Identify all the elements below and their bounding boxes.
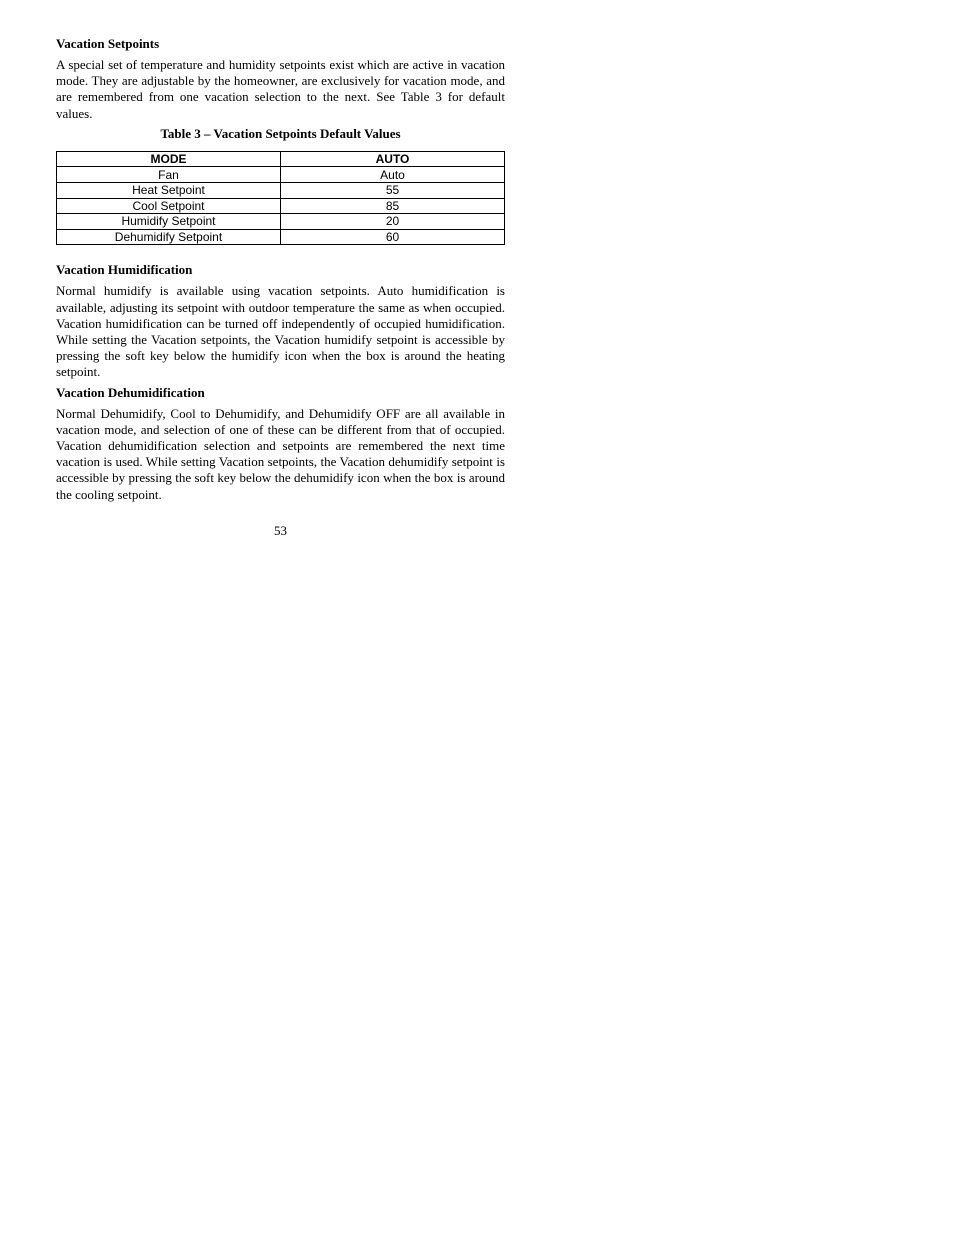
heading-vacation-dehumidification: Vacation Dehumidification <box>56 384 205 400</box>
table-row <box>57 229 505 245</box>
table-row <box>57 214 505 230</box>
section-vacation-humidification <box>56 262 505 380</box>
document-column <box>56 36 505 503</box>
row-value: 85 <box>281 198 505 214</box>
page-number: 53 <box>274 523 287 538</box>
table-caption: Table 3 – Vacation Setpoints Default Values <box>160 125 401 141</box>
row-label: Cool Setpoint <box>57 198 281 214</box>
row-value: 20 <box>281 214 505 230</box>
row-label: Heat Setpoint <box>57 183 281 199</box>
heading-vacation-setpoints: Vacation Setpoints <box>56 36 160 51</box>
section-vacation-setpoints <box>56 36 505 122</box>
table-row <box>57 167 505 183</box>
section-vacation-dehumidification <box>56 385 505 503</box>
paragraph-vacation-humidification: Normal humidify is available using vacation setpoints. Auto humidification is available, adjusting its setpoint with outdoor temperature the same as when occupied. Vacation humidification can be turned off independently of occupied humidification. While setting the Vacation setpoints, the Vacation humidify setpoint is accessible by pressing the soft key below the humidify icon when the box is around the heating setpoint. <box>56 283 505 380</box>
row-label: Humidify Setpoint <box>57 214 281 230</box>
row-value: 60 <box>281 229 505 245</box>
table-row <box>57 198 505 214</box>
paragraph-vacation-dehumidification: Normal Dehumidify, Cool to Dehumidify, and Dehumidify OFF are all available in vacation mode, and selection of one of these can be different from that of occupied. Vacation dehumidification selection and setpoints are remembered the next time vacation is used. While setting Vacation setpoints, the Vacation dehumidify setpoint is accessible by pressing the soft key below the dehumidify icon when the box is around the cooling setpoint. <box>56 405 505 502</box>
heading-vacation-humidification: Vacation Humidification <box>56 262 193 278</box>
table-row <box>57 183 505 199</box>
row-label: Dehumidify Setpoint <box>57 229 281 245</box>
vacation-setpoints-table <box>56 151 505 246</box>
row-value: Auto <box>281 167 505 183</box>
header-mode: MODE <box>57 151 281 167</box>
row-value: 55 <box>281 183 505 199</box>
row-label: Fan <box>57 167 281 183</box>
header-auto: AUTO <box>281 151 505 167</box>
paragraph-vacation-setpoints: A special set of temperature and humidity setpoints exist which are active in vacation mode. They are adjustable by the homeowner, are exclusively for vacation mode, and are remembered from one vacation selection to the next. See Table 3 for default values. <box>56 57 505 121</box>
table-header-row <box>57 151 505 167</box>
